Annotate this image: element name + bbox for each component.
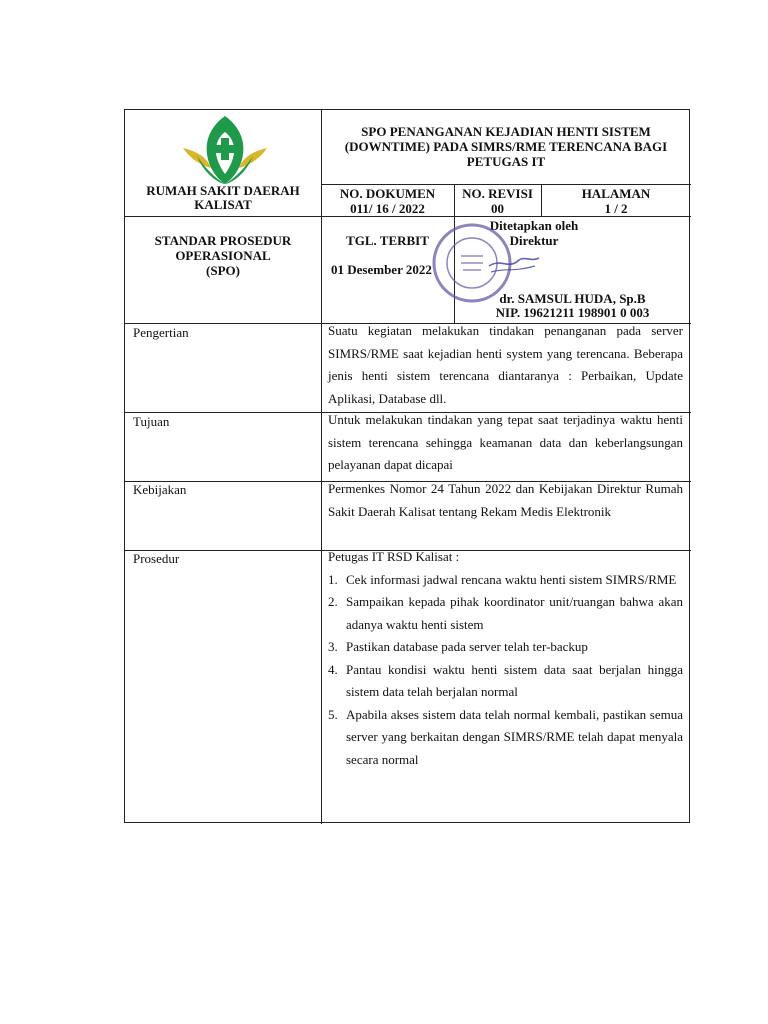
list-item: 4. Pantau kondisi waktu henti sistem data saat berjalan hingga sistem data telah berjalan normal — [328, 661, 683, 699]
spo-document — [124, 109, 690, 823]
kebijakan-label: Kebijakan — [133, 482, 187, 497]
list-item: 1. Cek informasi jadwal rencana waktu henti sistem SIMRS/RME — [328, 571, 677, 587]
rule-header-top-right — [321, 184, 691, 185]
list-item: 5. Apabila akses sistem data telah normal kembali, pastikan semua server yang berkaitan dengan SIMRS/RME telah dapat menyala secara normal — [328, 706, 683, 767]
issue-label: TGL. TERBIT — [346, 233, 429, 248]
director-nip: NIP. 19621211 198901 0 003 — [495, 305, 650, 320]
page-cell — [541, 186, 691, 216]
director-name: dr. SAMSUL HUDA, Sp.B — [499, 291, 646, 306]
rule-left-column — [321, 110, 322, 824]
hospital-name: RUMAH SAKIT DAERAH KALISAT — [146, 183, 300, 212]
doc-number-value: 011/ 16 / 2022 — [350, 201, 425, 216]
tujuan-label: Tujuan — [133, 414, 170, 429]
tujuan-text: Untuk melakukan tindakan yang tepat saat terjadinya waktu henti sistem terencana sehingga keamanan data dan keberlangsungan pelayanan dapat dicapai — [328, 412, 683, 472]
pengertian-text: Suatu kegiatan melakukan tindakan penanganan pada server SIMRS/RME saat kejadian henti system yang terencana. Beberapa jenis henti sistem terencana diantaranya : Perbaikan, Update Aplikasi, Database dll. — [328, 323, 683, 406]
list-item: 3. Pastikan database pada server telah ter-backup — [328, 639, 588, 654]
spo-label: STANDAR PROSEDUR OPERASIONAL (SPO) — [154, 233, 292, 278]
revision-value: 00 — [491, 201, 504, 216]
revision-cell — [454, 186, 541, 216]
director-block — [454, 292, 691, 320]
page-label: HALAMAN — [581, 186, 651, 201]
doc-number-label: NO. DOKUMEN — [339, 186, 436, 201]
page-value: 1 / 2 — [604, 201, 628, 216]
kebijakan-text: Permenkes Nomor 24 Tahun 2022 dan Kebijakan Direktur Rumah Sakit Daerah Kalisat tentang Rekam Medis Elektronik — [328, 481, 683, 519]
established-by: Ditetapkan oleh Direktur — [489, 218, 579, 248]
document-title: SPO PENANGANAN KEJADIAN HENTI SISTEM (DOWNTIME) PADA SIMRS/RME TERENCANA BAGI PETUGAS IT — [344, 124, 668, 169]
prosedur-steps — [328, 569, 683, 772]
doc-number-cell — [321, 186, 454, 216]
issue-date: 01 Desember 2022 — [331, 262, 432, 277]
prosedur-content — [328, 546, 683, 771]
revision-label: NO. REVISI — [462, 186, 533, 201]
prosedur-label: Prosedur — [133, 551, 180, 566]
list-item: 2. Sampaikan kepada pihak koordinator unit/ruangan bahwa akan adanya waktu henti sistem — [328, 594, 683, 632]
hospital-logo-icon — [177, 112, 273, 186]
prosedur-intro: Petugas IT RSD Kalisat : — [328, 549, 460, 564]
rule-header — [125, 216, 691, 217]
pengertian-label: Pengertian — [133, 325, 189, 340]
